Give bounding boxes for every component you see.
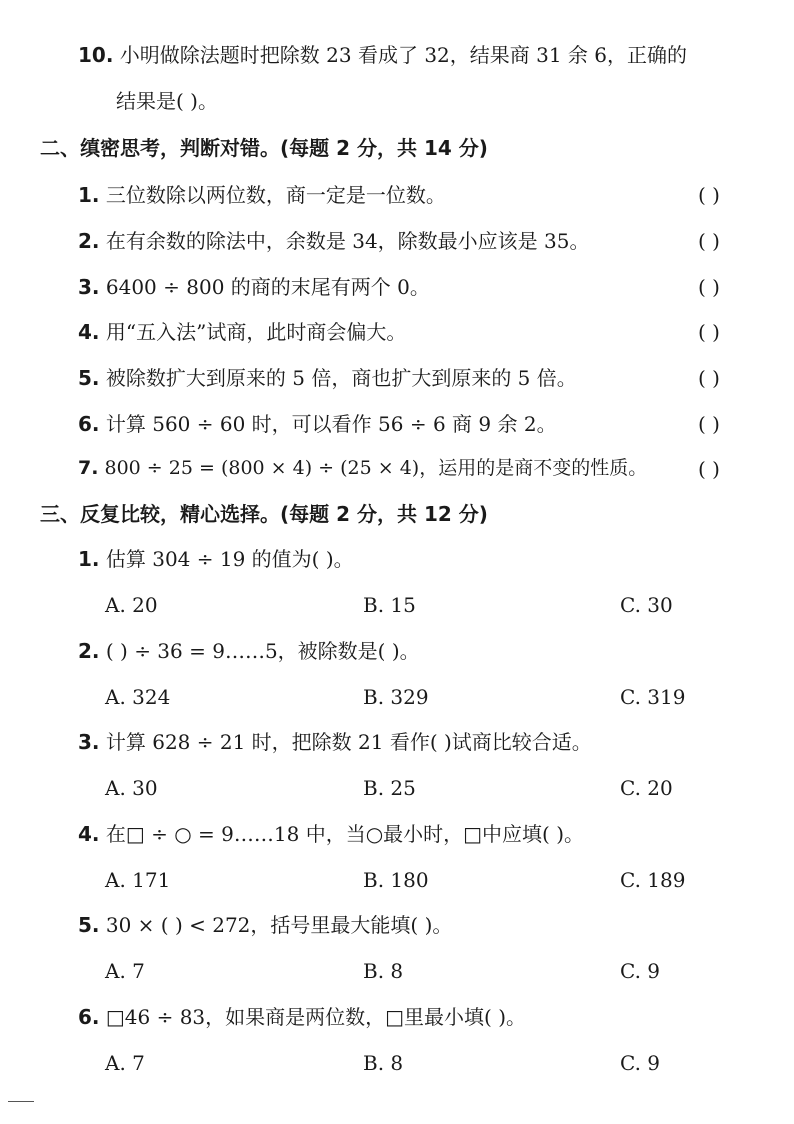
option-b[interactable]: B. 329 (363, 685, 429, 709)
question-text: 估算 304 ÷ 19 的值为( )。 (105, 547, 354, 571)
question-text: 在□ ÷ ○ = 9……18 中，当○最小时，□中应填( )。 (105, 822, 585, 846)
answer-blank[interactable]: ( ) (698, 412, 720, 436)
mc-item-1 (78, 549, 354, 569)
question-number: 5. (78, 913, 100, 937)
question-number: 7. (78, 457, 99, 479)
question-text: ( ) ÷ 36 = 9……5，被除数是( )。 (105, 639, 420, 663)
question-10 (78, 45, 687, 65)
tf-item-2 (78, 231, 590, 251)
option-a[interactable]: A. 30 (105, 776, 158, 800)
option-c[interactable]: C. 30 (620, 593, 673, 617)
option-c[interactable]: C. 319 (620, 685, 686, 709)
question-number: 1. (78, 547, 100, 571)
answer-blank[interactable]: ( ) (698, 183, 720, 207)
tf-item-1 (78, 185, 446, 205)
question-number: 3. (78, 275, 100, 299)
question-number: 6. (78, 412, 100, 436)
question-text: 计算 628 ÷ 21 时，把除数 21 看作( )试商比较合适。 (105, 730, 592, 754)
section-3-heading: 三、反复比较，精心选择。(每题 2 分，共 12 分) (40, 502, 488, 526)
option-a[interactable]: A. 171 (105, 868, 171, 892)
question-number: 4. (78, 320, 100, 344)
mc-item-2 (78, 641, 420, 661)
question-number: 3. (78, 730, 100, 754)
question-text: 小明做除法题时把除数 23 看成了 32，结果商 31 余 6，正确的 (119, 43, 688, 67)
option-a[interactable]: A. 20 (105, 593, 158, 617)
mc-item-5 (78, 915, 452, 935)
question-text: 在有余数的除法中，余数是 34，除数最小应该是 35。 (105, 229, 590, 253)
page-edge-mark (8, 1101, 34, 1102)
question-number: 5. (78, 366, 100, 390)
tf-item-4 (78, 322, 406, 342)
option-a[interactable]: A. 7 (105, 1051, 145, 1075)
tf-item-6 (78, 414, 557, 434)
question-number: 6. (78, 1005, 100, 1029)
mc-item-4 (78, 824, 584, 844)
tf-item-5 (78, 368, 577, 388)
option-b[interactable]: B. 8 (363, 1051, 404, 1075)
tf-item-3 (78, 277, 430, 297)
option-c[interactable]: C. 20 (620, 776, 673, 800)
question-text: 6400 ÷ 800 的商的末尾有两个 0。 (105, 275, 430, 299)
option-c[interactable]: C. 9 (620, 959, 661, 983)
mc-item-3 (78, 732, 592, 752)
option-b[interactable]: B. 8 (363, 959, 404, 983)
option-c[interactable]: C. 9 (620, 1051, 661, 1075)
question-text: 800 ÷ 25 = (800 × 4) ÷ (25 × 4)，运用的是商不变的性质。 (104, 457, 648, 479)
option-b[interactable]: B. 180 (363, 868, 429, 892)
question-number: 2. (78, 639, 100, 663)
question-text: □46 ÷ 83，如果商是两位数，□里最小填( )。 (105, 1005, 527, 1029)
answer-blank[interactable]: ( ) (698, 275, 720, 299)
question-number: 1. (78, 183, 100, 207)
question-text: 计算 560 ÷ 60 时，可以看作 56 ÷ 6 商 9 余 2。 (105, 412, 557, 436)
question-number: 2. (78, 229, 100, 253)
answer-blank[interactable]: ( ) (698, 366, 720, 390)
question-number: 4. (78, 822, 100, 846)
option-a[interactable]: A. 324 (105, 685, 171, 709)
question-text: 被除数扩大到原来的 5 倍，商也扩大到原来的 5 倍。 (105, 366, 577, 390)
answer-blank[interactable]: ( ) (698, 457, 720, 481)
mc-item-6 (78, 1007, 526, 1027)
option-b[interactable]: B. 25 (363, 776, 416, 800)
question-text: 用“五入法”试商，此时商会偏大。 (105, 320, 407, 344)
option-a[interactable]: A. 7 (105, 959, 145, 983)
question-text: 三位数除以两位数，商一定是一位数。 (105, 183, 446, 207)
question-number: 10. (78, 43, 114, 67)
option-c[interactable]: C. 189 (620, 868, 686, 892)
question-text: 30 × ( ) < 272，括号里最大能填( )。 (105, 913, 453, 937)
question-10-continuation: 结果是( )。 (116, 89, 218, 113)
answer-blank[interactable]: ( ) (698, 320, 720, 344)
section-2-heading: 二、缜密思考，判断对错。(每题 2 分，共 14 分) (40, 136, 488, 160)
tf-item-7 (78, 459, 647, 478)
option-b[interactable]: B. 15 (363, 593, 416, 617)
answer-blank[interactable]: ( ) (698, 229, 720, 253)
